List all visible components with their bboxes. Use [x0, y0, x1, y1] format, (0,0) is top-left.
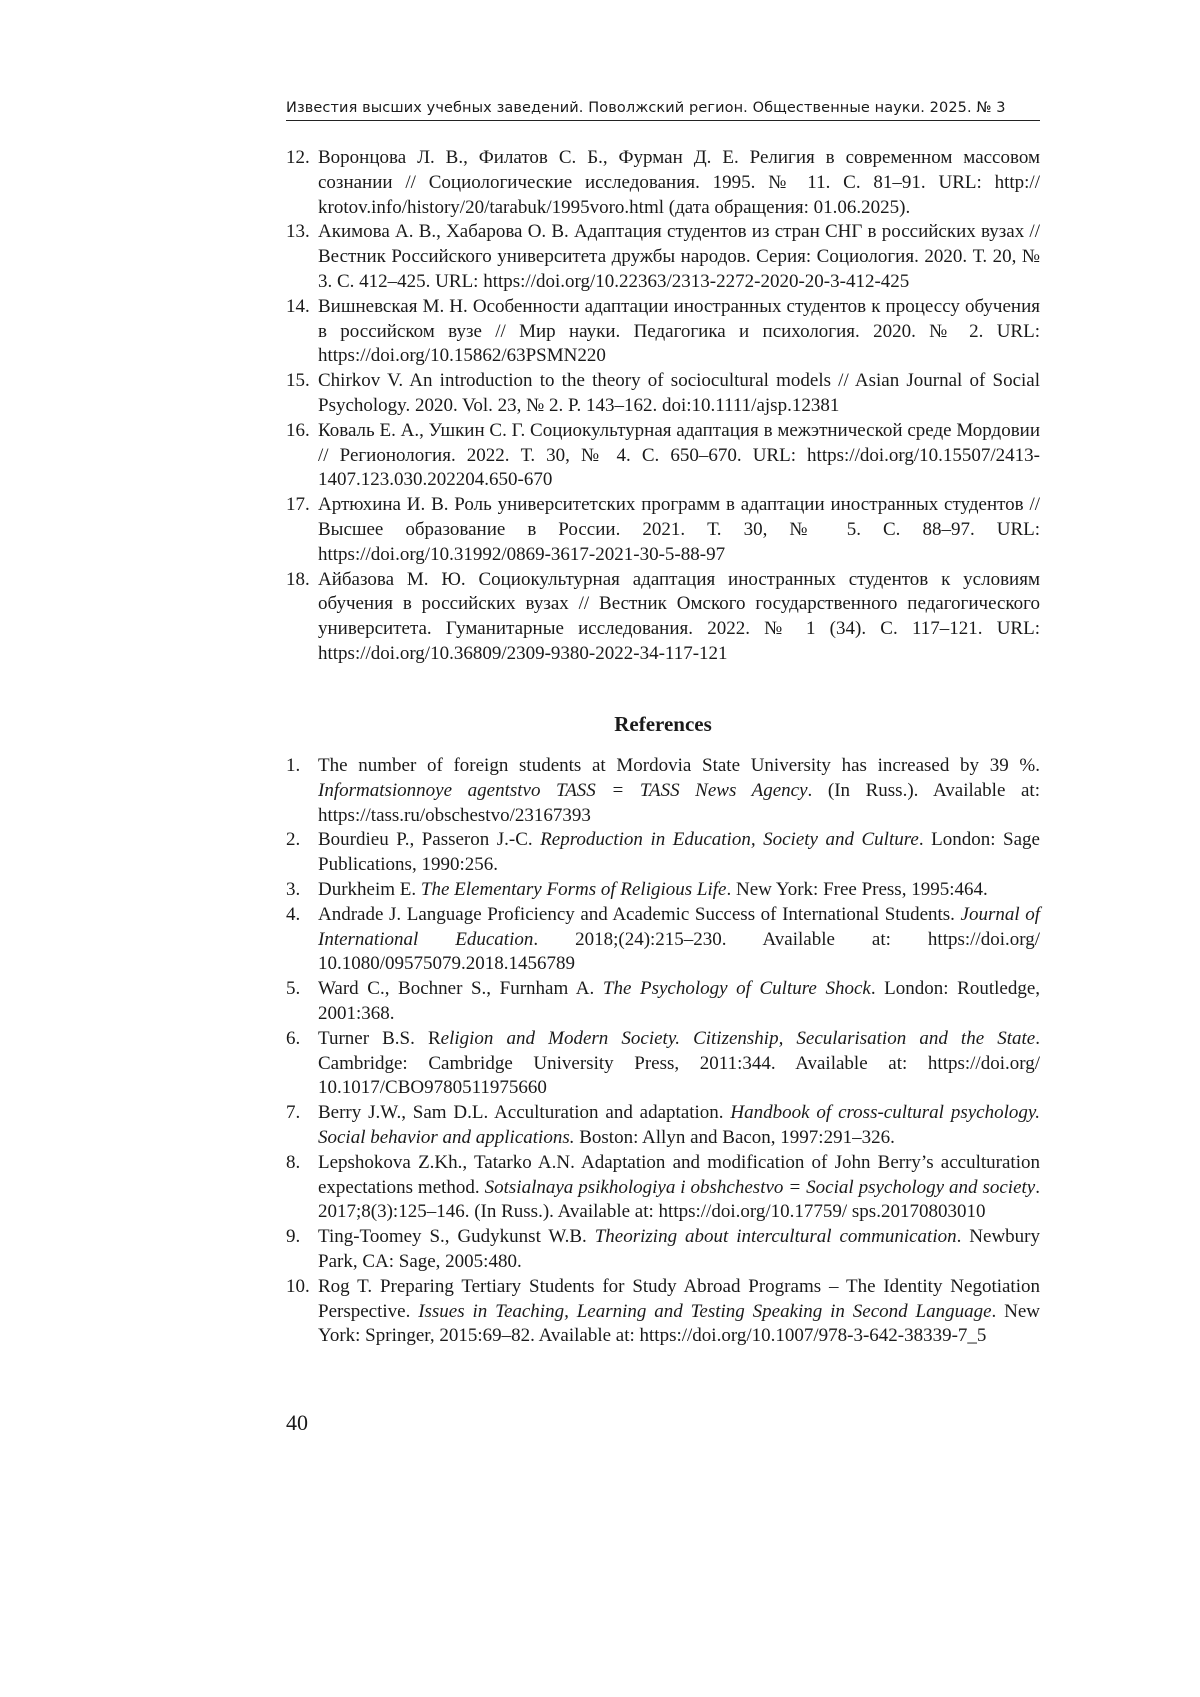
reference-italic-title: Informatsionnoye agentstvo TASS = TASS News Agency — [318, 779, 808, 801]
reference-item — [286, 493, 1040, 567]
reference-text — [318, 879, 988, 900]
reference-italic-title: Issues in Teaching, Learning and Testing Speaking in Second Language — [418, 1300, 992, 1322]
reference-item — [286, 220, 1040, 294]
reference-text — [318, 755, 1040, 826]
reference-number: 6. — [286, 1027, 301, 1049]
reference-text — [318, 829, 1040, 875]
reference-number: 14. — [286, 295, 310, 317]
reference-text-segment: Durkheim E. — [318, 878, 421, 900]
reference-number: 12. — [286, 147, 310, 168]
reference-text-segment: Ward C., Bochner S., Furnham A. — [318, 978, 603, 1000]
reference-number: 16. — [286, 419, 310, 441]
reference-item — [286, 1225, 1040, 1275]
reference-text-segment: Turner B.S. R — [318, 1027, 441, 1049]
reference-item — [286, 1151, 1040, 1225]
reference-text — [318, 1152, 1040, 1223]
reference-italic-title: Theorizing about intercultural communication — [594, 1226, 957, 1248]
references-heading: References — [614, 712, 712, 736]
reference-number: 15. — [286, 370, 310, 392]
reference-item — [286, 369, 1040, 419]
reference-item — [286, 1275, 1040, 1349]
reference-text — [318, 904, 1040, 975]
reference-item — [286, 146, 1040, 220]
reference-text-segment: . London: Routledge, 2001:368. — [318, 978, 1040, 1024]
reference-text: Вишневская М. Н. Особенности адаптации иностранных студентов к процессу обучения в российском вузе // Мир науки. Педагогика и психология. 2020. № 2. URL: https://doi.org/10.15862/63PSMN220 — [318, 295, 1040, 367]
reference-text — [318, 1102, 1040, 1148]
reference-item — [286, 903, 1040, 977]
reference-item — [286, 878, 1040, 903]
reference-text: Воронцова Л. В., Филатов С. Б., Фурман Д. Е. Религия в современном массовом сознании // Социологические исследования. 1995. № 11. С. 81–91. URL: http:// krotov.info/history/20/tarabuk/1995voro.html (дата обращения: 01.06.2025). — [318, 147, 1040, 218]
reference-text — [318, 1276, 1040, 1347]
reference-text-segment: . 2018;(24):215–230. Available at: https://doi.org/ 10.1080/09575079.2018.1456789 — [318, 928, 1040, 975]
reference-number: 8. — [286, 1151, 301, 1173]
reference-text-segment: Ting-Toomey S., Gudykunst W.B. — [318, 1226, 595, 1248]
reference-text: Chirkov V. An introduction to the theory of sociocultural models // Asian Journal of Social Psychology. 2020. Vol. 23, № 2. P. 143–162. doi:10.1111/ajsp.12381 — [318, 370, 1040, 416]
reference-italic-title: eligion and Modern Society. Citizenship, Secularisation and the State — [440, 1027, 1036, 1049]
reference-item — [286, 568, 1040, 667]
reference-italic-title: Journal of International Education — [318, 903, 1040, 950]
russian-reference-list — [286, 146, 1040, 667]
reference-text-segment: Boston: Allyn and Bacon, 1997:291–326. — [574, 1126, 895, 1148]
reference-text — [318, 1028, 1040, 1099]
reference-text — [318, 1226, 1040, 1272]
reference-number: 3. — [286, 878, 301, 900]
english-reference-list — [286, 754, 1040, 1349]
reference-number: 17. — [286, 494, 310, 516]
reference-number: 7. — [286, 1102, 301, 1124]
running-header: Известия высших учебных заведений. Поволжский регион. Общественные науки. 2025. № 3 — [286, 100, 1040, 121]
reference-item — [286, 295, 1040, 369]
reference-text-segment: . New York: Free Press, 1995:464. — [726, 878, 988, 900]
reference-item — [286, 828, 1040, 878]
reference-text-segment: Andrade J. Language Proficiency and Academic Success of International Students. — [318, 903, 961, 925]
reference-italic-title: Reproduction in Education, Society and Culture — [540, 829, 919, 851]
reference-text-segment: Rog T. Preparing Tertiary Students for Study Abroad Programs – The Identity Negotiation Perspective. — [318, 1275, 1040, 1322]
reference-number: 10. — [286, 1275, 310, 1297]
reference-item — [286, 1027, 1040, 1101]
reference-item — [286, 977, 1040, 1027]
reference-text: Коваль Е. А., Ушкин С. Г. Социокультурная адаптация в межэтнической среде Мордовии // Регионология. 2022. Т. 30, № 4. С. 650–670. URL: https://doi.org/10.15507/2413-1407.123.030.202204.650-670 — [318, 419, 1040, 491]
reference-text: Айбазова М. Ю. Социокультурная адаптация иностранных студентов к условиям обучения в российских вузах // Вестник Омского государственного педагогического университета. Гуманитарные исследования. 2022. № 1 (34). С. 117–121. URL: https://doi.org/10.36809/2309-9380-2022-34-117-121 — [318, 568, 1040, 664]
reference-item — [286, 754, 1040, 828]
reference-text-segment: The number of foreign students at Mordovia State University has increased by 39 %. — [318, 755, 1040, 776]
reference-number: 1. — [286, 755, 301, 776]
reference-text-segment: . London: Sage Publications, 1990:256. — [318, 829, 1040, 876]
reference-number: 13. — [286, 221, 310, 243]
reference-text-segment: . 2017;8(3):125–146. (In Russ.). Available at: https://doi.org/10.17759/ sps.20170803010 — [318, 1176, 1040, 1223]
reference-item — [286, 1101, 1040, 1151]
reference-text-segment: . Cambridge: Cambridge University Press, 2011:344. Available at: https://doi.org/ 10.1017/CBO9780511975660 — [318, 1027, 1040, 1099]
reference-text-segment: . Newbury Park, CA: Sage, 2005:480. — [318, 1226, 1040, 1272]
page-number: 40 — [286, 1410, 308, 1435]
reference-text: Артюхина И. В. Роль университетских программ в адаптации иностранных студентов // Высшее образование в России. 2021. Т. 30, № 5. С. 88–97. URL: https://doi.org/10.31992/0869-3617-2021-30-5-88-97 — [318, 494, 1040, 565]
reference-italic-title: The Elementary Forms of Religious Life — [420, 878, 727, 900]
reference-number: 4. — [286, 903, 301, 925]
reference-number: 5. — [286, 978, 301, 1000]
reference-number: 9. — [286, 1226, 301, 1248]
reference-text-segment: Berry J.W., Sam D.L. Acculturation and adaptation. — [318, 1102, 731, 1124]
reference-text — [318, 978, 1040, 1024]
reference-text-segment: Lepshokova Z.Kh., Tatarko A.N. Adaptation and modification of John Berry’s acculturation expectations method. — [318, 1151, 1040, 1198]
reference-italic-title: Sotsialnaya psikhologiya i obshchestvo = Social psychology and society — [484, 1176, 1036, 1198]
reference-number: 2. — [286, 829, 301, 851]
reference-text-segment: . New York: Springer, 2015:69–82. Available at: https://doi.org/10.1007/978-3-642-38339-7_5 — [318, 1300, 1040, 1347]
reference-text-segment: Bourdieu P., Passeron J.-C. — [318, 829, 541, 851]
reference-item — [286, 419, 1040, 493]
reference-text-segment: . (In Russ.). Available at: https://tass.ru/obschestvo/23167393 — [318, 779, 1040, 826]
reference-text: Акимова А. В., Хабарова О. В. Адаптация студентов из стран СНГ в российских вузах // Вестник Российского университета дружбы народов. Серия: Социология. 2020. Т. 20, № 3. С. 412–425. URL: https://doi.org/10.22363/2313-2272-2020-20-3-412-425 — [318, 221, 1040, 292]
reference-italic-title: The Psychology of Culture Shock — [602, 978, 871, 1000]
reference-italic-title: Handbook of cross-cultural psychology. Social behavior and applications. — [318, 1102, 1040, 1148]
reference-number: 18. — [286, 568, 310, 590]
